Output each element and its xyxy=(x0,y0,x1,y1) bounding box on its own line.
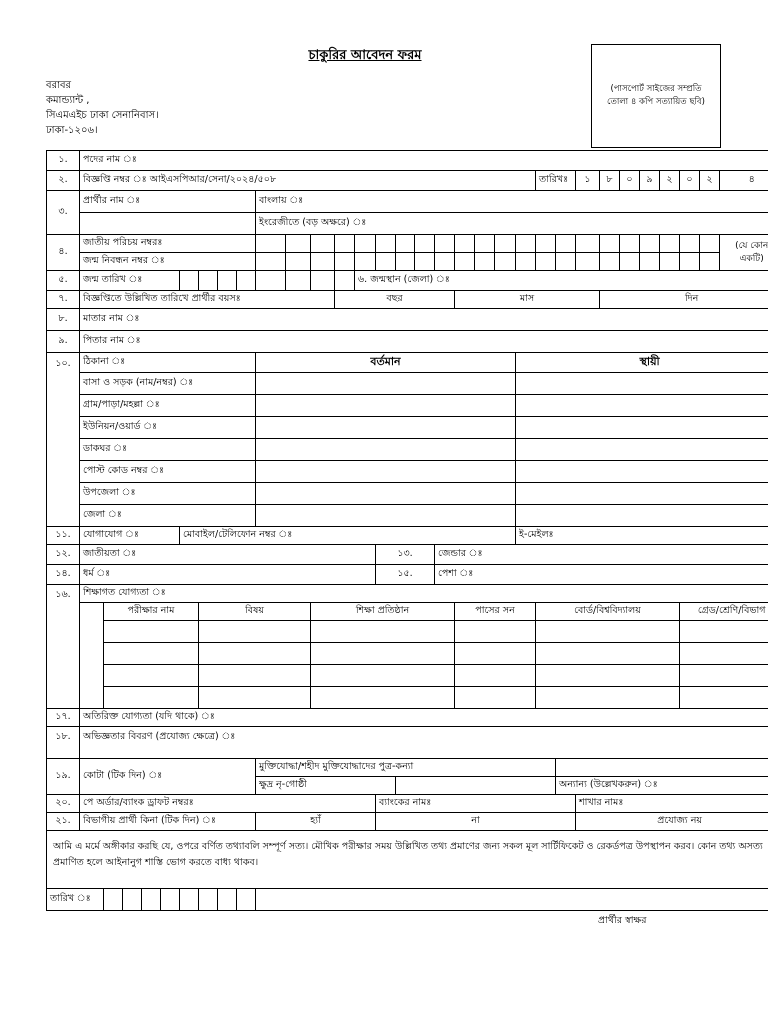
nid-digit-box[interactable] xyxy=(256,235,286,253)
date-digit: ৯ xyxy=(640,171,660,191)
nid-digit-box[interactable] xyxy=(576,235,600,253)
sign-date-box[interactable] xyxy=(161,889,180,911)
address-field-label: বাসা ও সড়ক (নাম/নম্বর) ঃ xyxy=(80,373,256,395)
nid-digit-box[interactable] xyxy=(680,235,700,253)
education-col-header: বিষয় xyxy=(199,603,311,621)
birth-reg-digit-box[interactable] xyxy=(556,253,576,271)
applicant-name-label: প্রার্থীর নাম ঃ xyxy=(80,191,256,213)
birth-date-label: জন্ম তারিখ ঃ xyxy=(80,271,180,291)
education-cell[interactable] xyxy=(311,621,455,643)
option-yes[interactable]: হ্যাঁ xyxy=(256,813,376,831)
row-number: ১০. xyxy=(47,353,80,527)
birth-reg-digit-box[interactable] xyxy=(415,253,435,271)
birth-date-box[interactable] xyxy=(256,271,286,291)
sign-date-box[interactable] xyxy=(180,889,199,911)
nid-digit-box[interactable] xyxy=(660,235,680,253)
name-english-field[interactable]: ইংরেজীতে (বড় অক্ষরে) ঃ xyxy=(256,213,768,235)
row-mother-name xyxy=(47,309,768,331)
education-cell[interactable] xyxy=(199,621,311,643)
experience-field[interactable]: অভিজ্ঞতার বিবরণ (প্রযোজ্য ক্ষেত্রে) ঃ xyxy=(80,727,768,759)
row-number: ৩. xyxy=(47,191,80,235)
present-address-input[interactable] xyxy=(256,395,516,417)
branch-name-field[interactable]: শাখার নামঃ xyxy=(576,795,768,813)
quota-label: কোটা (টিক দিন) ঃ xyxy=(80,759,256,795)
photo-box[interactable] xyxy=(591,44,721,148)
quota-tick-box[interactable] xyxy=(396,777,556,795)
present-address-input[interactable] xyxy=(256,483,516,505)
row-extra-qualification xyxy=(47,709,768,727)
age-year[interactable]: বছর xyxy=(335,291,455,309)
birth-reg-digit-box[interactable] xyxy=(455,253,475,271)
address-field-label: উপজেলা ঃ xyxy=(80,483,256,505)
birth-date-box[interactable] xyxy=(180,271,199,291)
education-col-header: গ্রেড/শ্রেণি/বিভাগ xyxy=(680,603,768,621)
row-number: ১৬. xyxy=(47,585,80,709)
pay-order-field[interactable]: পে অর্ডার/ব্যাংক ড্রাফট নম্বরঃ xyxy=(80,795,376,813)
contact-label: যোগাযোগ ঃ xyxy=(80,527,180,545)
education-col-header: পাসের সন xyxy=(455,603,536,621)
nid-digit-box[interactable] xyxy=(536,235,556,253)
education-row xyxy=(47,621,768,643)
birth-reg-digit-box[interactable] xyxy=(475,253,495,271)
birth-reg-digit-box[interactable] xyxy=(495,253,516,271)
nid-digit-box[interactable] xyxy=(376,235,396,253)
row-age xyxy=(47,291,768,309)
nid-digit-box[interactable] xyxy=(556,235,576,253)
birth-reg-digit-box[interactable] xyxy=(700,253,720,271)
birth-reg-digit-box[interactable] xyxy=(396,253,415,271)
departmental-label: বিভাগীয় প্রার্থী কিনা (টিক দিন) ঃ xyxy=(80,813,256,831)
birth-reg-digit-box[interactable] xyxy=(516,253,536,271)
row-number: ১. xyxy=(47,151,80,171)
birthplace-field[interactable]: ৬. জন্মস্থান (জেলা) ঃ xyxy=(355,271,768,291)
row-number: ১৭. xyxy=(47,709,80,727)
row-applicant-name-en xyxy=(47,213,768,235)
nationality-field[interactable]: জাতীয়তা ঃ xyxy=(80,545,376,565)
row-address-field xyxy=(47,461,768,483)
email-field[interactable]: ই-মেইলঃ xyxy=(516,527,768,545)
row-number: ১৪. xyxy=(47,565,80,585)
circular-number: বিজ্ঞপ্তি নম্বর ঃ আইএসপিআর/সেনা/২০২৪/৫০৮ xyxy=(80,171,536,191)
row-number: ৮. xyxy=(47,309,80,331)
education-cell[interactable] xyxy=(680,665,768,687)
signature-area[interactable] xyxy=(256,889,768,911)
birth-reg-digit-box[interactable] xyxy=(311,253,335,271)
signature-line xyxy=(543,910,720,911)
row-contact xyxy=(47,527,768,545)
row-number: ২১. xyxy=(47,813,80,831)
row-address-field xyxy=(47,373,768,395)
row-number: ২. xyxy=(47,171,80,191)
quota-other[interactable]: অন্যান্য (উল্লেখকরুন) ঃ xyxy=(556,777,768,795)
address-line: সিএমএইচ ঢাকা সেনানিবাস। xyxy=(46,110,159,121)
present-address-input[interactable] xyxy=(256,373,516,395)
birth-reg-digit-box[interactable] xyxy=(680,253,700,271)
education-row xyxy=(47,665,768,687)
nid-digit-box[interactable] xyxy=(516,235,536,253)
nid-digit-box[interactable] xyxy=(640,235,660,253)
row-number: ৫. xyxy=(47,271,80,291)
education-row xyxy=(47,643,768,665)
education-cell[interactable] xyxy=(199,687,311,709)
present-address-input[interactable] xyxy=(256,439,516,461)
address-label: ঠিকানা ঃ xyxy=(80,353,256,373)
education-cell[interactable] xyxy=(536,687,680,709)
sign-date-label: তারিখ ঃ xyxy=(47,889,104,911)
permanent-address-input[interactable] xyxy=(516,483,768,505)
nid-digit-box[interactable] xyxy=(600,235,620,253)
present-address-input[interactable] xyxy=(256,461,516,483)
education-cell[interactable] xyxy=(311,687,455,709)
sign-date-box[interactable] xyxy=(237,889,256,911)
permanent-address-input[interactable] xyxy=(516,417,768,439)
nid-digit-box[interactable] xyxy=(475,235,495,253)
date-digit: ১ xyxy=(576,171,600,191)
photo-note-line1: (পাসপোর্ট সাইজের সম্প্রতি xyxy=(610,84,702,94)
date-digit: ০ xyxy=(680,171,700,191)
sign-date-box[interactable] xyxy=(218,889,237,911)
row-number: ৯. xyxy=(47,331,80,353)
birth-reg-digit-box[interactable] xyxy=(576,253,600,271)
religion-field[interactable]: ধর্ম ঃ xyxy=(80,565,376,585)
nid-digit-box[interactable] xyxy=(435,235,455,253)
date-digit: ০ xyxy=(620,171,640,191)
address-line: বরাবর xyxy=(46,80,72,91)
row-quota-freedom xyxy=(47,759,768,777)
education-cell[interactable] xyxy=(536,665,680,687)
sign-date-box[interactable] xyxy=(104,889,123,911)
education-cell[interactable] xyxy=(680,687,768,709)
permanent-address-input[interactable] xyxy=(516,461,768,483)
nid-digit-box[interactable] xyxy=(335,235,355,253)
nid-digit-box[interactable] xyxy=(355,235,376,253)
education-cell[interactable] xyxy=(311,665,455,687)
birth-reg-digit-box[interactable] xyxy=(286,253,311,271)
birth-date-box[interactable] xyxy=(335,271,355,291)
birth-reg-digit-box[interactable] xyxy=(660,253,680,271)
date-digit: ৮ xyxy=(600,171,620,191)
nid-digit-box[interactable] xyxy=(396,235,415,253)
row-number: ১৯. xyxy=(47,759,80,795)
nid-note-line2: একটি) xyxy=(739,253,764,264)
empty-cell xyxy=(80,213,256,235)
row-experience xyxy=(47,727,768,759)
birth-date-box[interactable] xyxy=(199,271,218,291)
row-number: ১১. xyxy=(47,527,80,545)
row-address-field xyxy=(47,439,768,461)
row-nid xyxy=(47,235,768,253)
signature-row xyxy=(47,889,768,911)
nid-digit-box[interactable] xyxy=(700,235,720,253)
address-line: ঢাকা-১২০৬। xyxy=(46,125,98,136)
permanent-address-input[interactable] xyxy=(516,439,768,461)
extra-qualification-field[interactable]: অতিরিক্ত যোগ্যতা (যদি থাকে) ঃ xyxy=(80,709,768,727)
row-father-name xyxy=(47,331,768,353)
row-education-label xyxy=(47,585,768,603)
row-number: ৪. xyxy=(47,235,80,271)
education-cell[interactable] xyxy=(455,665,536,687)
nid-digit-box[interactable] xyxy=(415,235,435,253)
row-number: ২০. xyxy=(47,795,80,813)
occupation-field[interactable]: পেশা ঃ xyxy=(435,565,768,585)
quota-ethnic[interactable]: ক্ষুদ্র নৃ-গোষ্ঠী xyxy=(256,777,396,795)
sign-date-box[interactable] xyxy=(199,889,218,911)
mobile-field[interactable]: মোবাইল/টেলিফোন নম্বর ঃ xyxy=(180,527,516,545)
sign-date-box[interactable] xyxy=(142,889,161,911)
nid-digit-box[interactable] xyxy=(311,235,335,253)
education-cell[interactable] xyxy=(680,621,768,643)
row-address-field xyxy=(47,395,768,417)
education-cell[interactable] xyxy=(455,687,536,709)
education-label: শিক্ষাগত যোগ্যতা ঃ xyxy=(80,585,768,603)
nid-note xyxy=(720,235,768,271)
education-row xyxy=(47,687,768,709)
row-birth-date xyxy=(47,271,768,291)
option-not-applicable[interactable]: প্রযোজ্য নয় xyxy=(576,813,768,831)
birth-date-box[interactable] xyxy=(237,271,256,291)
present-address-input[interactable] xyxy=(256,417,516,439)
permanent-address-input[interactable] xyxy=(516,505,768,527)
birth-date-box[interactable] xyxy=(311,271,335,291)
row-departmental xyxy=(47,813,768,831)
birth-reg-digit-box[interactable] xyxy=(335,253,355,271)
birth-reg-digit-box[interactable] xyxy=(435,253,455,271)
age-label: বিজ্ঞপ্তিতে উল্লিখিত তারিখে প্রার্থীর বয়সঃ xyxy=(80,291,335,309)
name-bangla-field[interactable]: বাংলায় ঃ xyxy=(256,191,768,213)
education-cell[interactable] xyxy=(455,643,536,665)
gender-field[interactable]: জেন্ডার ঃ xyxy=(435,545,768,565)
row-address-field xyxy=(47,417,768,439)
application-form-table xyxy=(46,150,768,911)
birth-reg-digit-box[interactable] xyxy=(640,253,660,271)
education-cell[interactable] xyxy=(536,643,680,665)
birth-reg-digit-box[interactable] xyxy=(256,253,286,271)
birth-reg-digit-box[interactable] xyxy=(536,253,556,271)
birth-reg-digit-box[interactable] xyxy=(355,253,376,271)
date-digit: ২ xyxy=(660,171,680,191)
permanent-address-input[interactable] xyxy=(516,373,768,395)
option-no[interactable]: না xyxy=(376,813,576,831)
declaration-text: আমি এ মর্মে অঙ্গীকার করছি যে, ওপরে বর্ণিত তথ্যাবলি সম্পূর্ণ সত্য। মৌখিক পরীক্ষার সময় উল্লিখিত তথ্য প্রমাণের জন্য সকল মূল সার্টিফিকেট ও রেকর্ডপত্র উপস্থাপন করব। কোন তথ্য অসত্য প্রমাণিত হলে আইনানুগ শাস্তি ভোগ করতে বাধ্য থাকব। xyxy=(47,831,768,889)
permanent-address-header: স্থায়ী xyxy=(516,353,768,373)
row-payment xyxy=(47,795,768,813)
permanent-address-input[interactable] xyxy=(516,395,768,417)
education-cell[interactable] xyxy=(104,665,199,687)
nid-digit-box[interactable] xyxy=(455,235,475,253)
birth-date-box[interactable] xyxy=(218,271,237,291)
education-col-header: বোর্ড/বিশ্ববিদ্যালয় xyxy=(536,603,680,621)
education-cell[interactable] xyxy=(199,665,311,687)
date-digit: ৪ xyxy=(720,171,768,191)
row-number: ৭. xyxy=(47,291,80,309)
present-address-input[interactable] xyxy=(256,505,516,527)
row-applicant-name-bn xyxy=(47,191,768,213)
nid-note-line1: (যে কোন xyxy=(735,240,768,251)
date-label: তারিখঃ xyxy=(536,171,576,191)
address-field-label: পোস্ট কোড নম্বর ঃ xyxy=(80,461,256,483)
empty-cell xyxy=(80,603,104,709)
row-address-field xyxy=(47,505,768,527)
page-title: চাকুরির আবেদন ফরম xyxy=(308,48,422,63)
age-month[interactable]: মাস xyxy=(455,291,600,309)
present-address-header: বর্তমান xyxy=(256,353,516,373)
birth-reg-digit-box[interactable] xyxy=(600,253,620,271)
education-cell[interactable] xyxy=(680,643,768,665)
education-header-row xyxy=(47,603,768,621)
education-cell[interactable] xyxy=(199,643,311,665)
signature-label: প্রার্থীর স্বাক্ষর xyxy=(598,915,647,926)
address-line: কমান্ড্যান্ট , xyxy=(46,95,90,106)
row-number: ১৩. xyxy=(376,545,435,565)
date-digit: ২ xyxy=(700,171,720,191)
education-cell[interactable] xyxy=(311,643,455,665)
nid-digit-box[interactable] xyxy=(495,235,516,253)
address-field-label: ডাকঘর ঃ xyxy=(80,439,256,461)
bank-name-field[interactable]: ব্যাংকের নামঃ xyxy=(376,795,576,813)
nid-label: জাতীয় পরিচয় নম্বরঃ xyxy=(80,235,256,253)
education-cell[interactable] xyxy=(104,643,199,665)
row-nationality-gender xyxy=(47,545,768,565)
row-number: ১৮. xyxy=(47,727,80,759)
row-number: ১৫. xyxy=(376,565,435,585)
education-col-header: পরীক্ষার নাম xyxy=(104,603,199,621)
nid-digit-box[interactable] xyxy=(620,235,640,253)
education-col-header: শিক্ষা প্রতিষ্ঠান xyxy=(311,603,455,621)
education-cell[interactable] xyxy=(536,621,680,643)
birth-reg-label: জন্ম নিবন্ধন নম্বর ঃ xyxy=(80,253,256,271)
nid-digit-box[interactable] xyxy=(286,235,311,253)
education-cell[interactable] xyxy=(455,621,536,643)
empty-cell xyxy=(556,759,768,777)
education-cell[interactable] xyxy=(104,687,199,709)
row-birth-reg xyxy=(47,253,768,271)
age-day[interactable]: দিন xyxy=(600,291,768,309)
education-cell[interactable] xyxy=(104,621,199,643)
post-name-field[interactable]: পদের নাম ঃ xyxy=(80,151,768,171)
row-post-name xyxy=(47,151,768,171)
address-field-label: গ্রাম/পাড়া/মহল্লা ঃ xyxy=(80,395,256,417)
birth-reg-digit-box[interactable] xyxy=(620,253,640,271)
birth-reg-digit-box[interactable] xyxy=(376,253,396,271)
photo-note-line2: তোলা ৪ কপি সত্যায়িত ছবি) xyxy=(607,97,705,107)
address-field-label: জেলা ঃ xyxy=(80,505,256,527)
row-religion-occupation xyxy=(47,565,768,585)
father-name-field[interactable]: পিতার নাম ঃ xyxy=(80,331,768,353)
row-address-header xyxy=(47,353,768,373)
birth-date-box[interactable] xyxy=(286,271,311,291)
declaration-row xyxy=(47,831,768,889)
row-circular xyxy=(47,171,768,191)
row-number: ১২. xyxy=(47,545,80,565)
sign-date-box[interactable] xyxy=(123,889,142,911)
address-field-label: ইউনিয়ন/ওয়ার্ড ঃ xyxy=(80,417,256,439)
mother-name-field[interactable]: মাতার নাম ঃ xyxy=(80,309,768,331)
quota-freedom-fighter[interactable]: মুক্তিযোদ্ধা/শহীদ মুক্তিযোদ্ধাদের পুত্র-কন্যা xyxy=(256,759,556,777)
row-address-field xyxy=(47,483,768,505)
recipient-address xyxy=(46,78,159,138)
